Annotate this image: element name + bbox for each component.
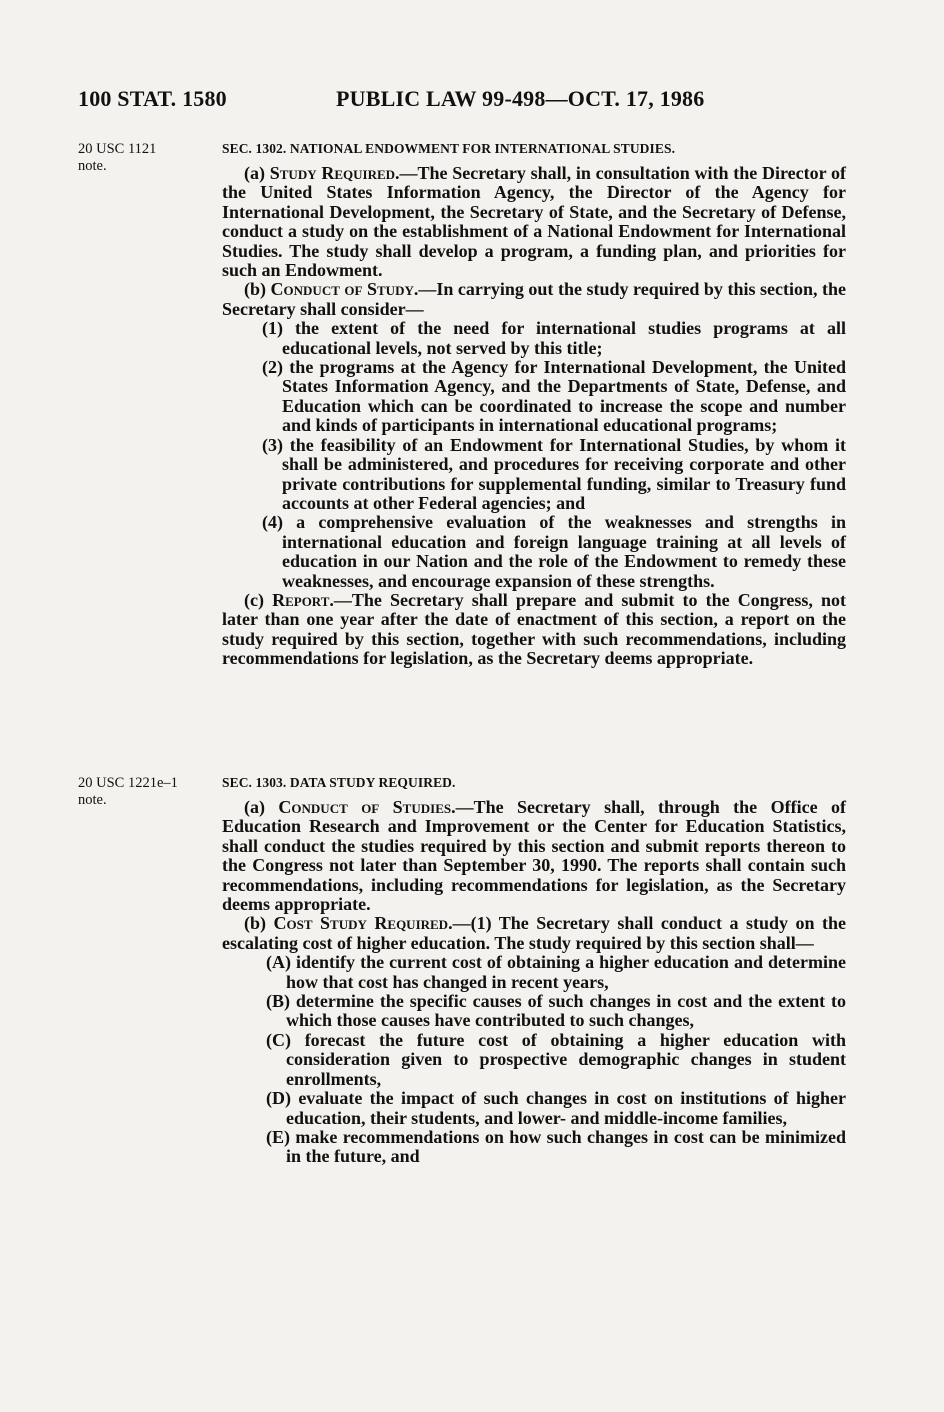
subsection-caption: Conduct of Studies.	[278, 797, 456, 817]
subparagraph-d: (D) evaluate the impact of such changes in cost on institutions of higher education, their students, and lower- and middle-income families,	[266, 1088, 846, 1128]
subsection-text: —(1) The Secretary shall conduct a study on the escalating cost of higher education. The study required by this section shall—	[222, 913, 847, 953]
subsection-label: (b)	[244, 913, 274, 934]
subsection-text: —The Secretary shall, through the Office of Education Research and Improvement or the Center for Education Statistics, shall conduct the studies required by this section and submit reports thereon to the Congress not later than September 30, 1990. The reports shall contain such recommendations, including recommendations for legislation, as the Secretary deems appropriate.	[222, 797, 846, 915]
sidenote-citation: 20 USC 1221e–1	[78, 775, 178, 791]
subsection-label: (a)	[244, 797, 279, 817]
paragraph-1: (1) the extent of the need for international studies programs at all educational levels, not served by this title;	[262, 318, 846, 358]
subsection-c	[222, 591, 846, 669]
sidenote-note: note.	[78, 792, 107, 808]
public-law-citation: PUBLIC LAW 99-498—OCT. 17, 1986	[336, 86, 705, 111]
sidenote-usc-1121	[78, 141, 208, 175]
paragraph-4: (4) a comprehensive evaluation of the weaknesses and strengths in international education and foreign language training at all levels of education in our Nation and the role of the Endowment to remedy these weaknesses, and encourage expansion of these strengths.	[262, 512, 846, 591]
subsection-b	[222, 280, 846, 319]
sidenote-usc-1221e-1	[78, 775, 208, 809]
section-heading: SEC. 1303. DATA STUDY REQUIRED.	[222, 775, 456, 790]
subparagraph-e: (E) make recommendations on how such changes in cost can be minimized in the future, and	[266, 1126, 846, 1167]
subsection-b	[222, 914, 846, 953]
subsection-label: (b)	[244, 279, 271, 300]
paragraph-3: (3) the feasibility of an Endowment for International Studies, by whom it shall be administered, and procedures for receiving corporate and other private contributions for supplemental funding, similar to Treasury fund accounts at other Federal agencies; and	[262, 434, 846, 513]
running-head	[78, 86, 878, 116]
section-1302	[222, 140, 846, 669]
subparagraph-b: (B) determine the specific causes of such changes in cost and the extent to which those causes have contributed to such changes,	[266, 991, 846, 1031]
subsection-text: —In carrying out the study required by this section, the Secretary shall consider—	[222, 279, 847, 319]
subsection-caption: Report.	[272, 589, 334, 610]
subparagraph-a: (A) identify the current cost of obtaining a higher education and determine how that cost has changed in recent years,	[266, 952, 846, 992]
paragraph-2: (2) the programs at the Agency for International Development, the United States Information Agency, and the Departments of State, Defense, and Education which can be coordinated to increase the scope and number and kinds of participants in international educational programs;	[262, 357, 846, 436]
sidenote-note: note.	[78, 158, 107, 174]
subsection-caption: Conduct of Study.	[270, 279, 419, 300]
section-heading: SEC. 1302. NATIONAL ENDOWMENT FOR INTERNATIONAL STUDIES.	[222, 141, 676, 156]
subsection-a	[222, 164, 846, 280]
subsection-label: (c)	[244, 589, 273, 610]
subsection-a	[222, 798, 846, 914]
subsection-caption: Study Required.	[269, 163, 400, 183]
subsection-text: —The Secretary shall prepare and submit to the Congress, not later than one year after the date of enactment of this section, a report on the study required by this section, together with such recommendations, including recommendations for legislation, as the Secretary deems appropriate.	[222, 589, 846, 669]
stat-page-number: 100 STAT. 1580	[78, 86, 227, 111]
subsection-label: (a)	[244, 163, 270, 183]
subsection-caption: Cost Study Required.	[273, 913, 453, 934]
section-1303	[222, 774, 846, 1167]
subparagraph-c: (C) forecast the future cost of obtaining a higher education with consideration given to prospective demographic changes in student enrollments,	[266, 1029, 846, 1089]
sidenote-citation: 20 USC 1121	[78, 141, 157, 157]
subsection-text: —The Secretary shall, in consultation with the Director of the United States Information Agency, the Director of the Agency for International Development, the Secretary of State, and the Secretary of Defense, conduct a study on the establishment of a National Endowment for International Studies. The study shall develop a program, a funding plan, and priorities for such an Endowment.	[222, 163, 846, 281]
